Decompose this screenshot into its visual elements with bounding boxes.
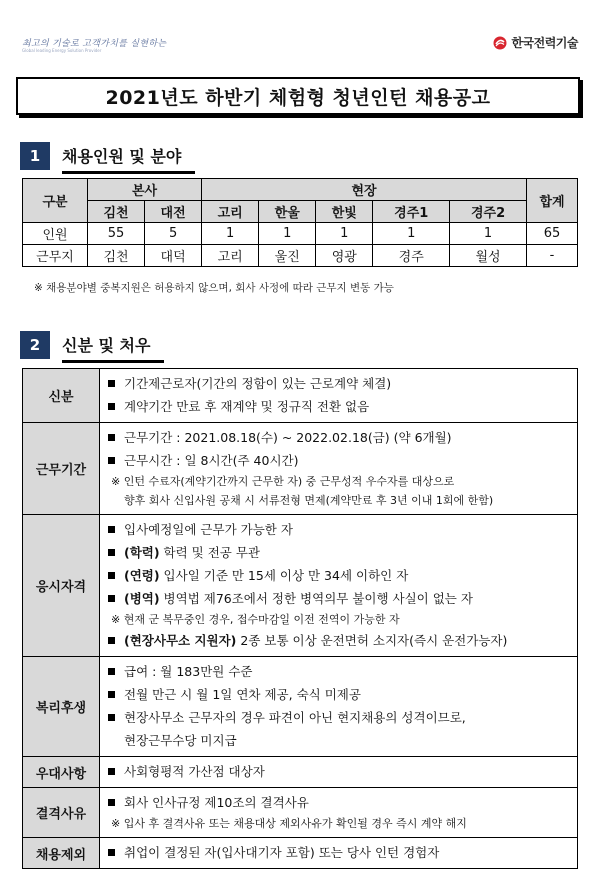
qualification-note: ※ 현재 군 복무중인 경우, 접수마감일 이전 전역이 가능한 자: [111, 613, 400, 626]
header-site: 경주2: [450, 201, 527, 223]
header-site: 김천: [88, 201, 145, 223]
qualification-label: 응시자격: [23, 515, 100, 657]
row-label: 근무지: [23, 245, 88, 267]
header-site: 경주1: [373, 201, 450, 223]
table-cell: 월성: [450, 245, 527, 267]
bullet-icon: [108, 434, 115, 441]
list-item: (병역) 병역법 제76조에서 정한 병역의무 불이행 사실이 없는 자: [108, 587, 573, 610]
list-item: 전월 만근 시 월 1일 연차 제공, 숙식 미제공: [108, 683, 573, 706]
header-site: 고리: [202, 201, 259, 223]
list-item: 급여 : 월 183만원 수준: [108, 660, 573, 683]
list-item: (연령) 입사일 기준 만 15세 이상 만 34세 이하인 자: [108, 564, 573, 587]
bullet-icon: [108, 714, 115, 721]
company-slogan-sub: Global leading Energy Solution Provider: [22, 48, 102, 53]
header-gubun: 구분: [23, 179, 88, 223]
table-cell: 1: [202, 223, 259, 245]
page-title: 2021년도 하반기 체험형 청년인턴 채용공고: [16, 77, 580, 115]
section-2-header: [20, 327, 164, 363]
list-item: 계약기간 만료 후 재계약 및 정규직 전환 없음: [108, 395, 573, 418]
bullet-icon: [108, 526, 115, 533]
status-label: 신분: [23, 369, 100, 423]
table-row: [23, 223, 578, 245]
table-cell: 영광: [316, 245, 373, 267]
table-cell: 고리: [202, 245, 259, 267]
list-item: 사회형평적 가산점 대상자: [108, 760, 573, 783]
table-cell: 김천: [88, 245, 145, 267]
table-cell: 1: [259, 223, 316, 245]
period-note: ※ 인턴 수료자(계약기간까지 근무한 자) 중 근무성적 우수자를 대상으로: [111, 475, 455, 488]
table-cell: 경주: [373, 245, 450, 267]
header-site: 한빛: [316, 201, 373, 223]
preference-label: 우대사항: [23, 757, 100, 788]
list-item: 입사예정일에 근무가 가능한 자: [108, 518, 573, 541]
disqualification-row: [23, 788, 578, 838]
header-bonsa: 본사: [88, 179, 202, 201]
section-1-note: ※ 채용분야별 중복지원은 허용하지 않으며, 회사 사정에 따라 근무지 변동 가능: [34, 282, 394, 294]
recruitment-table: [22, 178, 578, 267]
list-item: 근무시간 : 일 8시간(주 40시간): [108, 449, 573, 472]
bullet-icon: [108, 799, 115, 806]
header-site: 한울: [259, 201, 316, 223]
bullet-icon: [108, 849, 115, 856]
welfare-cont: 현장근무수당 미지급: [124, 733, 237, 748]
list-item: 취업이 결정된 자(입사대기자 포함) 또는 당사 인턴 경험자: [108, 841, 573, 864]
bullet-icon: [108, 572, 115, 579]
table-row: [23, 245, 578, 267]
bullet-icon: [108, 595, 115, 602]
company-slogan: 최고의 기술로 고객가치를 실현하는: [22, 39, 167, 49]
period-note-cont: 향후 회사 신입사원 공채 시 서류전형 면제(계약만료 후 3년 이내 1회에 한함): [124, 494, 494, 507]
bullet-icon: [108, 549, 115, 556]
section-2-title: 신분 및 처우: [62, 333, 164, 363]
exclusion-row: [23, 838, 578, 869]
table-cell: 울진: [259, 245, 316, 267]
header-hyeonjang: 현장: [202, 179, 527, 201]
preference-row: [23, 757, 578, 788]
disqualification-label: 결격사유: [23, 788, 100, 838]
table-cell: 대덕: [145, 245, 202, 267]
period-label: 근무기간: [23, 423, 100, 515]
qualification-row: [23, 515, 578, 657]
logo-text: 한국전력기술: [511, 36, 578, 50]
table-cell-total: 65: [527, 223, 578, 245]
list-item: (학력) 학력 및 전공 무관: [108, 541, 573, 564]
section-2-number: 2: [20, 331, 50, 359]
exclusion-label: 채용제외: [23, 838, 100, 869]
row-label: 인원: [23, 223, 88, 245]
welfare-label: 복리후생: [23, 657, 100, 757]
kepco-logo-icon: [493, 36, 507, 50]
section-1-header: [20, 138, 195, 174]
bullet-icon: [108, 457, 115, 464]
bullet-icon: [108, 403, 115, 410]
table-cell-total: -: [527, 245, 578, 267]
list-item: 기간제근로자(기간의 정함이 있는 근로계약 체결): [108, 372, 573, 395]
list-item: (현장사무소 지원자) 2종 보통 이상 운전면허 소지자(즉시 운전가능자): [108, 629, 573, 652]
welfare-row: [23, 657, 578, 757]
table-cell: 1: [373, 223, 450, 245]
section-1-title: 채용인원 및 분야: [62, 144, 195, 174]
bullet-icon: [108, 637, 115, 644]
conditions-table: [22, 368, 578, 869]
period-row: [23, 423, 578, 515]
disqualification-note: ※ 입사 후 결격사유 또는 채용대상 제외사유가 확인될 경우 즉시 계약 해지: [111, 817, 467, 830]
bullet-icon: [108, 380, 115, 387]
list-item: 근무기간 : 2021.08.18(수) ~ 2022.02.18(금) (약 6개월): [108, 426, 573, 449]
list-item: 회사 인사규정 제10조의 결격사유: [108, 791, 573, 814]
bullet-icon: [108, 691, 115, 698]
section-1-number: 1: [20, 142, 50, 170]
bullet-icon: [108, 768, 115, 775]
table-cell: 5: [145, 223, 202, 245]
bullet-icon: [108, 668, 115, 675]
table-cell: 1: [316, 223, 373, 245]
table-cell: 1: [450, 223, 527, 245]
status-row: [23, 369, 578, 423]
header-site: 대전: [145, 201, 202, 223]
header-total: 합계: [527, 179, 578, 223]
table-cell: 55: [88, 223, 145, 245]
company-logo: [493, 34, 578, 51]
list-item: 현장사무소 근무자의 경우 파견이 아닌 현지채용의 성격이므로,: [108, 706, 573, 729]
